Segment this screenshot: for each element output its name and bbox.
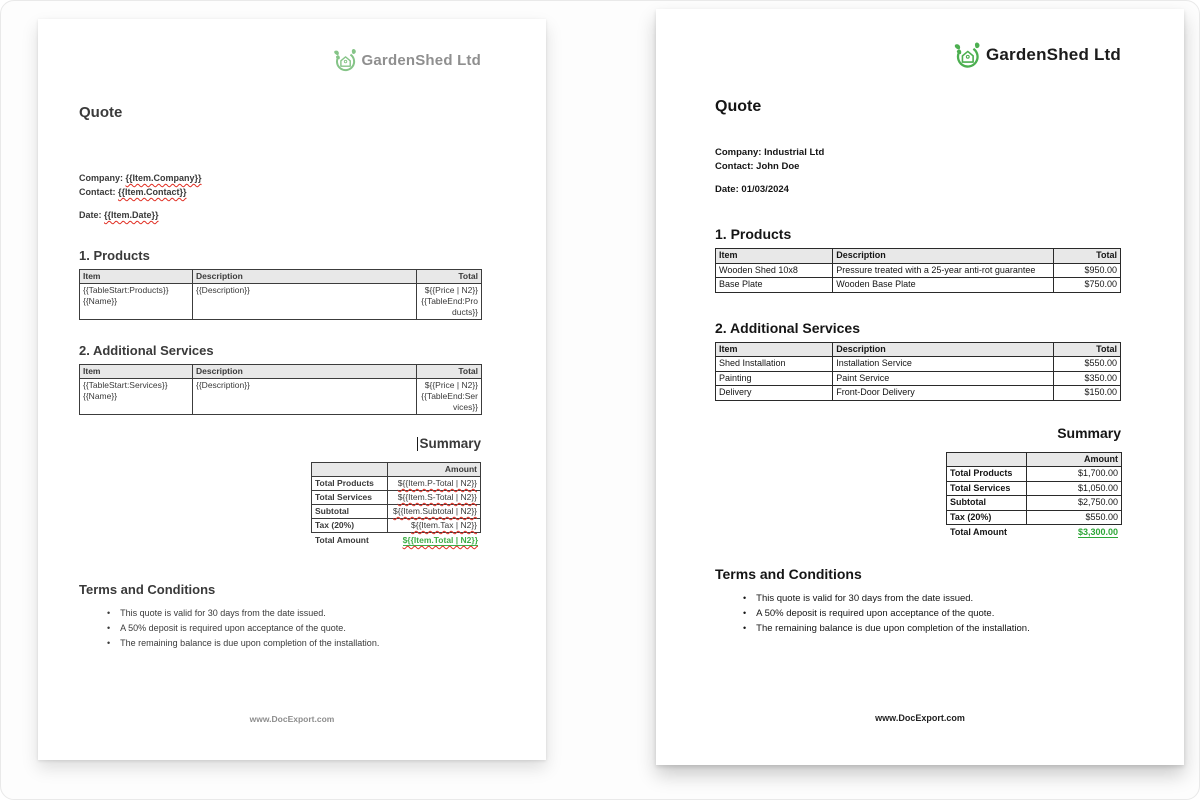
company-placeholder: {{Item.Company}} — [125, 173, 202, 183]
terms-heading: Terms and Conditions — [715, 566, 862, 582]
products-table — [715, 248, 1121, 293]
services-heading: 2. Additional Services — [715, 319, 860, 336]
total-amount-value: ${{Item.Total | N2}} — [402, 535, 478, 545]
date-placeholder: {{Item.Date}} — [104, 210, 159, 220]
date-field: Date: {{Item.Date}} — [79, 210, 159, 220]
date-value: 01/03/2024 — [741, 184, 789, 195]
services-table — [79, 364, 482, 415]
brand-logo — [715, 9, 1121, 71]
date-field: Date: 01/03/2024 — [715, 184, 789, 195]
terms-heading: Terms and Conditions — [79, 582, 216, 597]
brand-logo — [79, 19, 481, 74]
table-header-row: Item Description Total — [80, 270, 482, 284]
summary-block — [946, 452, 1121, 539]
table-row: Painting Paint Service $350.00 — [716, 371, 1121, 386]
contact-placeholder: {{Item.Contact}} — [118, 187, 187, 197]
table-row: Total Services ${{Item.S-Total | N2}} — [312, 491, 481, 505]
brand-name: GardenShed Ltd — [361, 51, 481, 69]
table-row: {{TableStart:Products}}{{Name}} {{Description}} ${{Price | N2}}{{TableEnd:Products}} — [80, 284, 482, 320]
footer-url: www.DocExport.com — [875, 713, 965, 723]
services-heading: 2. Additional Services — [79, 343, 214, 358]
total-amount-row — [311, 533, 481, 546]
list-item: • A 50% deposit is required upon acceptance of the quote. — [743, 606, 1121, 621]
table-row: Total Products ${{Item.P-Total | N2}} — [312, 477, 481, 491]
summary-table — [311, 462, 481, 533]
list-item: • This quote is valid for 30 days from the date issued. — [107, 606, 481, 621]
table-row: Delivery Front-Door Delivery $150.00 — [716, 386, 1121, 401]
company-value: Industrial Ltd — [764, 147, 825, 158]
products-heading: 1. Products — [715, 226, 792, 242]
company-field: Company: Industrial Ltd — [715, 147, 825, 158]
table-row: Base Plate Wooden Base Plate $750.00 — [716, 278, 1121, 293]
summary-table — [946, 452, 1122, 526]
quote-meta-fields — [715, 146, 1121, 197]
gardenshed-leaf-house-icon — [950, 39, 982, 71]
list-item: • The remaining balance is due upon completion of the installation. — [107, 636, 481, 651]
contact-value: John Doe — [756, 161, 800, 172]
table-row: Tax (20%) $550.00 — [947, 510, 1122, 525]
total-amount-row — [946, 525, 1121, 538]
terms-list — [79, 606, 481, 651]
gardenshed-leaf-house-icon — [330, 46, 358, 74]
contact-field: Contact: John Doe — [715, 161, 800, 172]
products-table — [79, 269, 482, 320]
table-header-row: Amount — [312, 463, 481, 477]
terms-list — [715, 591, 1121, 636]
footer-url: www.DocExport.com — [249, 714, 335, 724]
template-quote-page — [38, 19, 546, 760]
table-row: Total Services $1,050.00 — [947, 481, 1122, 496]
summary-heading: Summary — [1057, 424, 1121, 441]
total-amount-label: Total Amount — [950, 527, 1007, 537]
services-table — [715, 342, 1121, 401]
summary-block — [311, 462, 481, 546]
table-header-row: Amount — [947, 452, 1122, 467]
contact-field: Contact: {{Item.Contact}} — [79, 187, 187, 197]
text-cursor — [417, 437, 419, 451]
page-title: Quote — [79, 104, 123, 121]
products-heading: 1. Products — [79, 248, 150, 263]
table-header-row: Item Description Total — [716, 342, 1121, 357]
quote-meta-fields — [79, 171, 481, 222]
total-amount-value: $3,300.00 — [1077, 527, 1118, 537]
table-header-row: Item Description Total — [716, 249, 1121, 264]
brand-name: GardenShed Ltd — [985, 45, 1121, 64]
company-field: Company: {{Item.Company}} — [79, 173, 202, 183]
table-row: Subtotal $2,750.00 — [947, 496, 1122, 511]
table-row: Wooden Shed 10x8 Pressure treated with a 25-year anti-rot guarantee $950.00 — [716, 263, 1121, 278]
summary-heading: Summary — [79, 436, 481, 451]
table-header-row: Item Description Total — [80, 365, 482, 379]
table-row: {{TableStart:Services}}{{Name}} {{Description}} ${{Price | N2}}{{TableEnd:Services}} — [80, 379, 482, 415]
table-row: Subtotal ${{Item.Subtotal | N2}} — [312, 505, 481, 519]
list-item: • The remaining balance is due upon completion of the installation. — [743, 621, 1121, 636]
page-title: Quote — [715, 98, 762, 115]
table-row: Total Products $1,700.00 — [947, 467, 1122, 482]
table-row: Shed Installation Installation Service $550.00 — [716, 357, 1121, 372]
list-item: • This quote is valid for 30 days from the date issued. — [743, 591, 1121, 606]
list-item: • A 50% deposit is required upon acceptance of the quote. — [107, 621, 481, 636]
total-amount-label: Total Amount — [315, 535, 369, 545]
filled-quote-page — [656, 9, 1184, 765]
table-row: Tax (20%) ${{Item.Tax | N2}} — [312, 519, 481, 533]
